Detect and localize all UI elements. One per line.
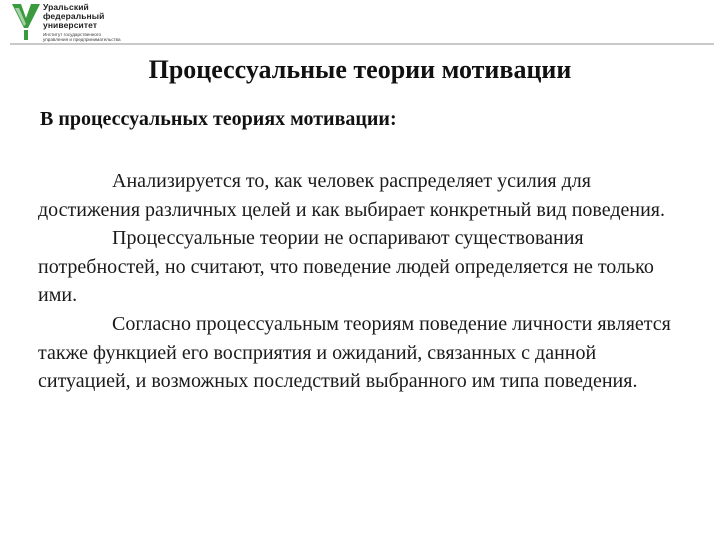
urfu-logo-icon (12, 4, 40, 40)
logo-subtitle (43, 32, 121, 42)
paragraph: Анализируется то, как человек распределяет усилия для достижения различных целей и как выбирает конкретный вид поведения. (38, 170, 666, 221)
university-logo (10, 3, 140, 43)
logo-subtitle-line: Институт государственного (43, 32, 102, 37)
paragraph: Согласно процессуальным теориям поведение личности является также функцией его восприятия и ожиданий, связанных с данной ситуацией, и возможных последствий выбранного им типа поведения. (38, 312, 671, 393)
header-divider (10, 43, 714, 45)
slide-body (38, 167, 684, 396)
logo-subtitle-line: управления и предпринимательства (43, 37, 121, 42)
lead-text: В процессуальных теориях мотивации: (40, 108, 397, 130)
paragraph: Процессуальные теории не оспаривают существования потребностей, но считают, что поведение людей определяется не только ими. (38, 227, 654, 307)
logo-name-line: Уральский (43, 2, 89, 12)
slide-title: Процессуальные теории мотивации (148, 55, 572, 84)
logo-name-line: университет (43, 20, 98, 30)
logo-name-line: федеральный (43, 11, 105, 21)
logo-name (43, 3, 104, 30)
